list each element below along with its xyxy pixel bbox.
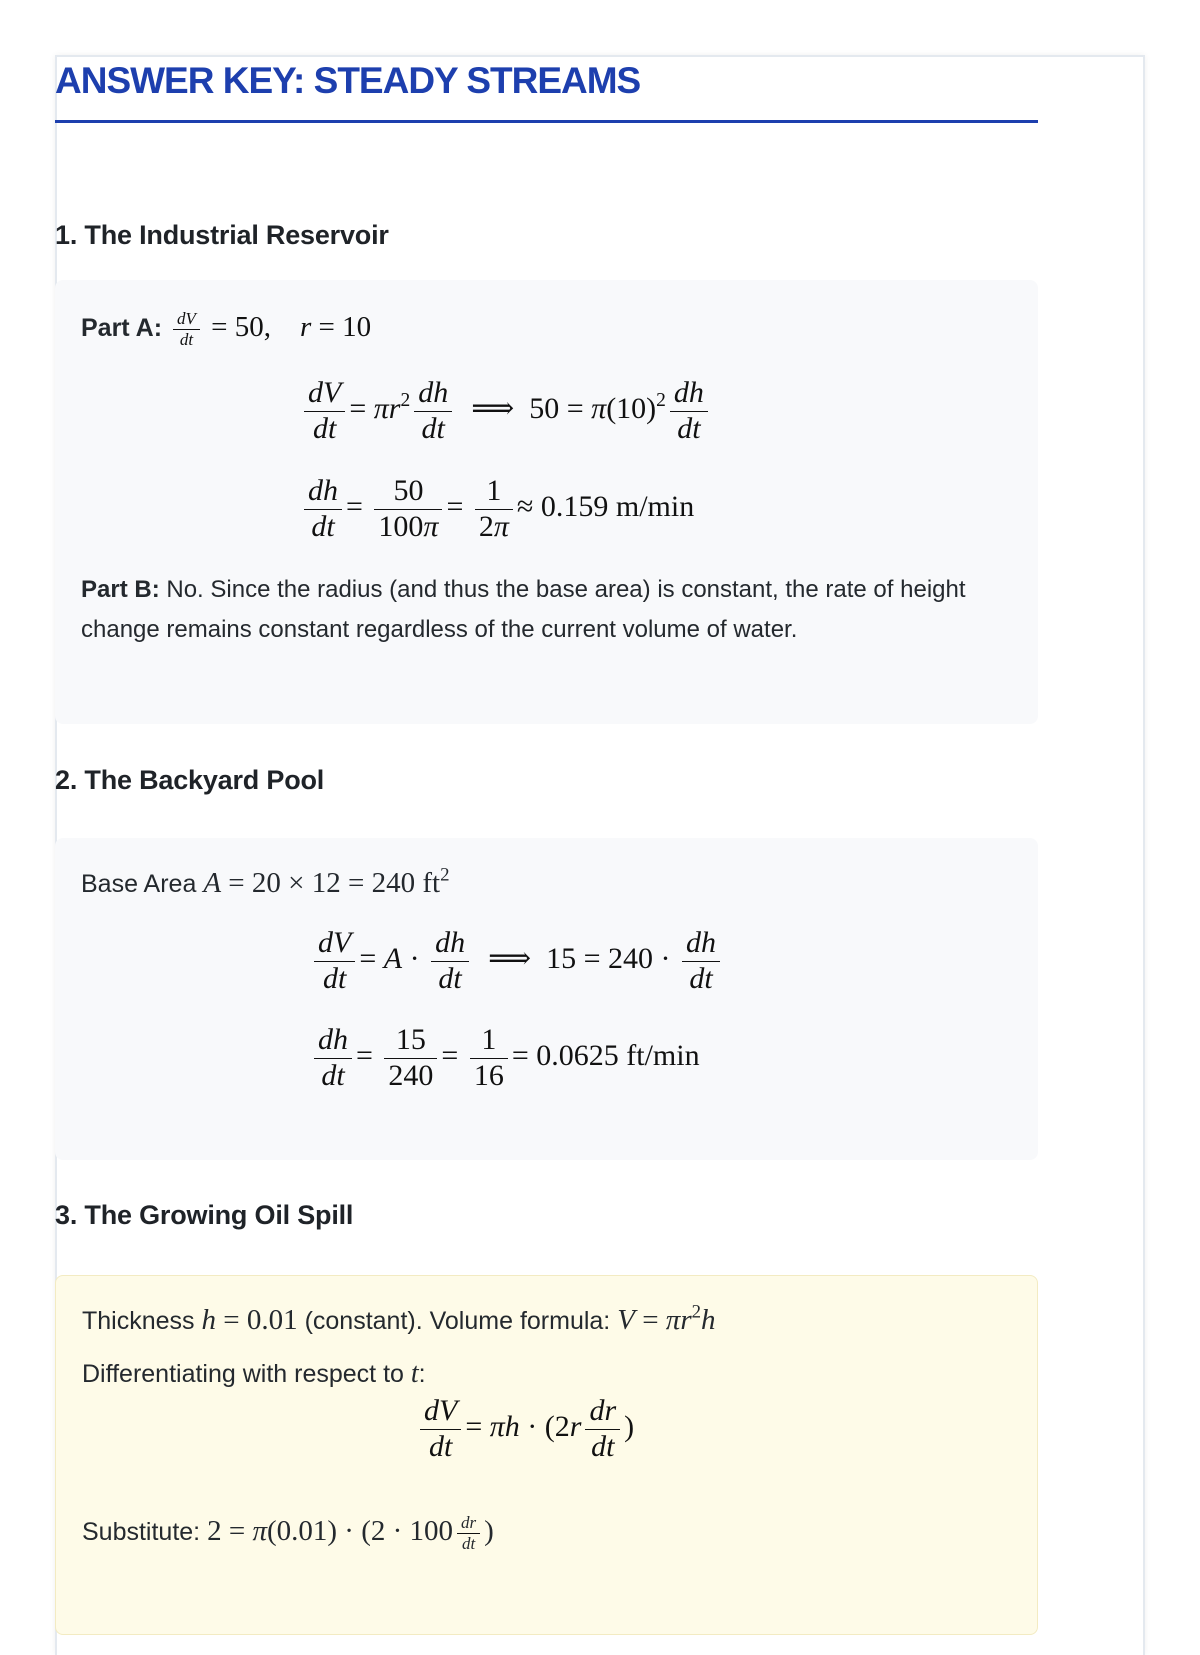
section-3-solution-box (55, 1275, 1038, 1635)
part-b-label: Part B: (81, 576, 160, 603)
part-a-label: Part A: (81, 314, 163, 342)
section-2-heading: 2. The Backyard Pool (55, 765, 325, 795)
differentiating-variable: t (410, 1358, 419, 1389)
section-2-solution-box (55, 838, 1038, 1160)
differentiating-text: Differentiating with respect to (82, 1360, 404, 1388)
section-1-solution-box (55, 280, 1038, 724)
section-2-equation-2: $\frac{dh}{dt}$ = $\frac{15}{240}$ = $\frac{1}{16}$ = 0.0625 ft/min (310, 1023, 700, 1093)
thickness-label: Thickness (82, 1307, 195, 1335)
thickness-line (82, 1300, 716, 1341)
base-area-line (81, 863, 449, 904)
page-title: ANSWER KEY: STEADY STREAMS (55, 60, 1038, 123)
substitute-line (82, 1511, 494, 1553)
section-1-heading: 1. The Industrial Reservoir (55, 220, 389, 250)
part-b-paragraph (81, 570, 1011, 650)
section-1-equation-2: $\frac{dh}{dt}$ = $\frac{50}{100\pi}$ = $\frac{1}{2\pi}$ ≈ 0.159 m/min (300, 474, 694, 544)
volume-formula-label: (constant). Volume formula: (304, 1307, 611, 1335)
substitute-expression: 2 = π(0.01) · (2 · 100 $\frac{dr}{dt}$ ) (207, 1513, 494, 1553)
base-area-expression: A = 20 × 12 = 240 $ft^2$ (203, 864, 450, 899)
volume-formula-expression: $V = \pi r^2h$ (617, 1301, 716, 1336)
base-area-label: Base Area (81, 870, 197, 898)
section-3-equation-1: $\frac{dV}{dt}$ = πh · (2r $\frac{dr}{dt}$ ) (416, 1394, 634, 1464)
section-2-equation-1: $\frac{dV}{dt}$ = A · $\frac{dh}{dt}$ ⟹ 15 = 240 · $\frac{dh}{dt}$ (310, 926, 724, 996)
thickness-expression: h = 0.01 (201, 1304, 298, 1336)
part-a-given: $\frac{dV}{dt}$ = 50, r = 10 (169, 313, 371, 342)
section-1-equation-1: $\frac{dV}{dt}$ = $\pi r^2$ $\frac{dh}{dt}$ ⟹ $50 = \pi(10)^2$ $\frac{dh}{dt}$ (300, 376, 712, 446)
section-3-heading: 3. The Growing Oil Spill (55, 1200, 354, 1230)
differentiating-colon: : (418, 1360, 426, 1388)
part-b-text: No. Since the radius (and thus the base area) is constant, the rate of height change remains constant regardless of the current volume of water. (81, 576, 966, 643)
differentiating-line (82, 1354, 426, 1394)
part-a-line (81, 307, 371, 350)
substitute-label: Substitute: (82, 1518, 201, 1546)
